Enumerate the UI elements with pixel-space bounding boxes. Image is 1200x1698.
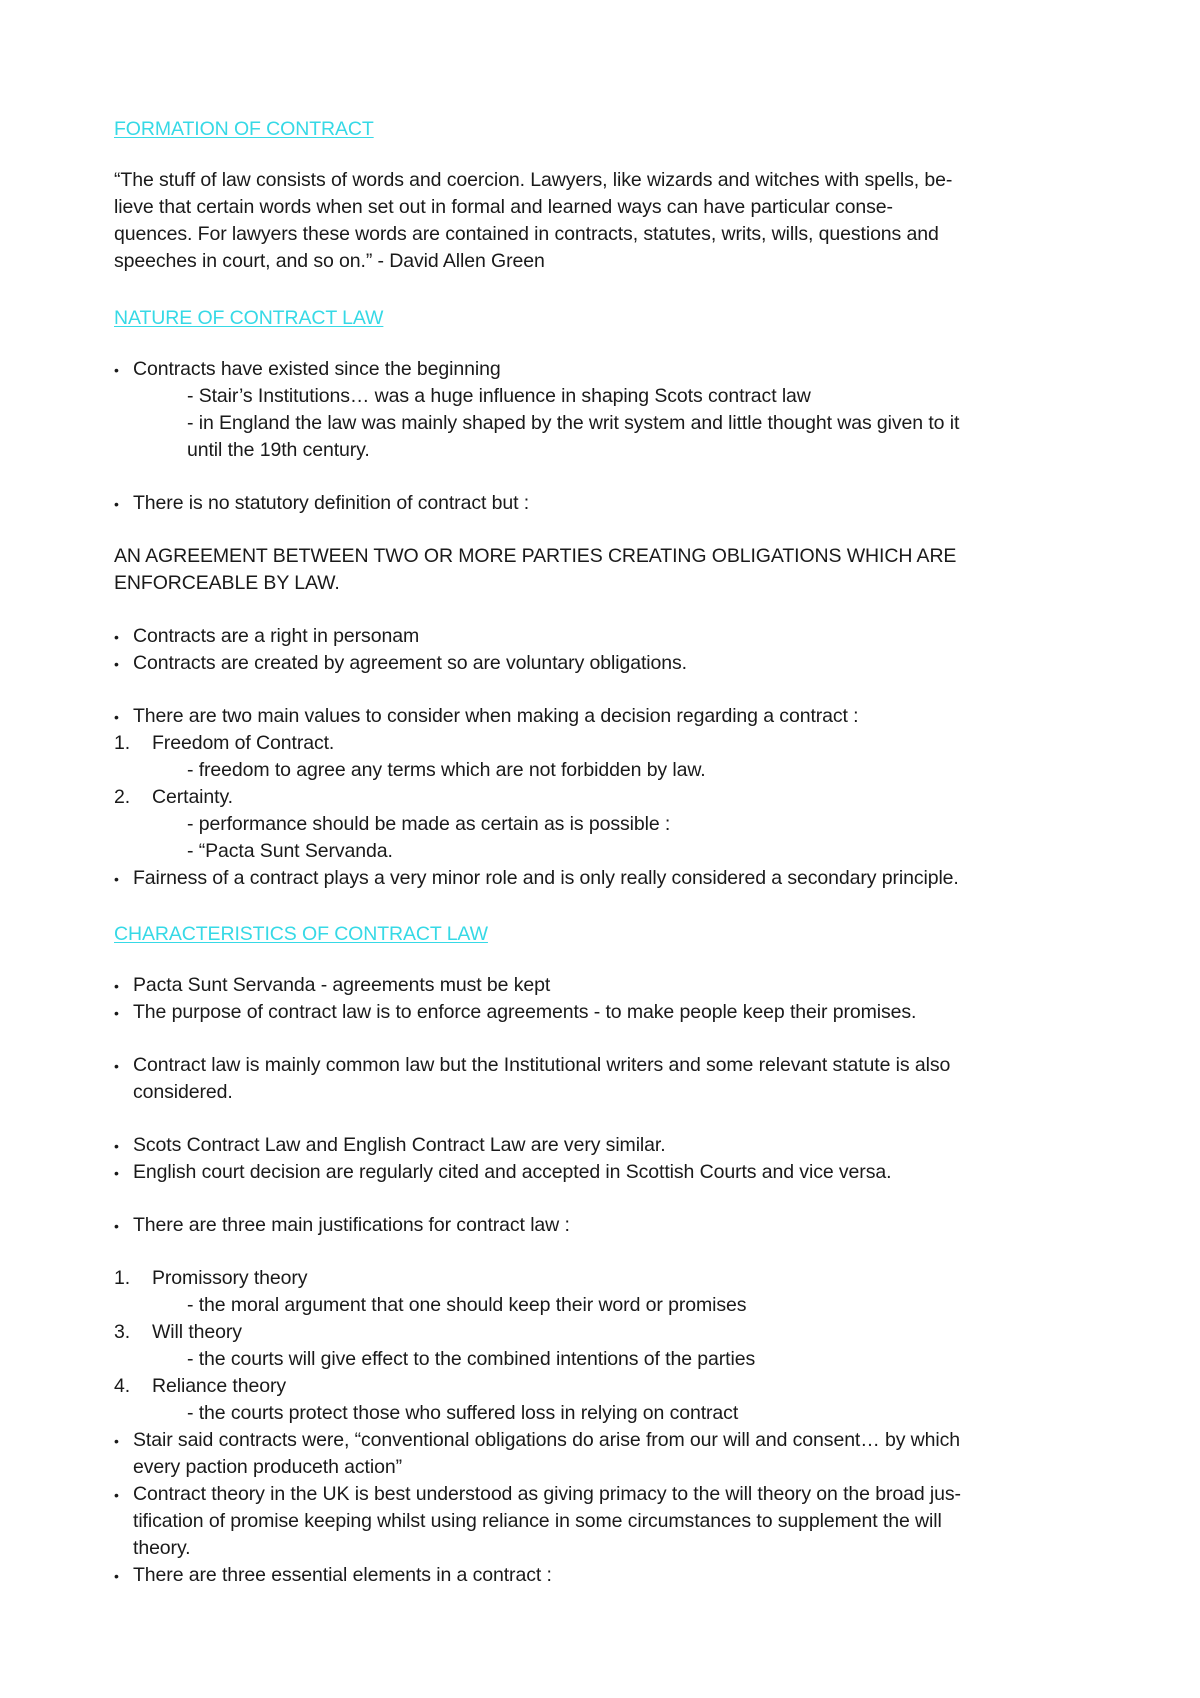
definition-line: AN AGREEMENT BETWEEN TWO OR MORE PARTIES CREATING OBLIGATIONS WHICH ARE (114, 545, 957, 567)
bullet-item (114, 1132, 666, 1160)
numbered-item (114, 730, 334, 757)
section-heading-characteristics: CHARACTERISTICS OF CONTRACT LAW (114, 923, 488, 945)
bullet-text: Stair said contracts were, “conventional obligations do arise from our will and consent… by which (133, 1429, 961, 1451)
list-number: 2. (114, 786, 131, 808)
bullet-item (114, 999, 916, 1027)
bullet-item (114, 865, 959, 893)
bullet-text: Contracts have existed since the beginning (133, 358, 501, 380)
bullet-icon: • (114, 1568, 119, 1584)
bullet-icon: • (114, 629, 119, 645)
quote-line: lieve that certain words when set out in formal and learned ways can have particular conse- (114, 196, 893, 218)
sub-item: - the courts will give effect to the combined intentions of the parties (187, 1348, 756, 1370)
sub-item: - in England the law was mainly shaped by the writ system and little thought was given to it (187, 412, 960, 434)
bullet-item (114, 356, 501, 384)
bullet-item (114, 1159, 891, 1187)
bullet-item (114, 490, 529, 518)
bullet-item (114, 1427, 960, 1455)
bullet-icon: • (114, 1005, 119, 1021)
quote-line: “The stuff of law consists of words and coercion. Lawyers, like wizards and witches with spells, be- (114, 169, 953, 191)
section-heading-formation: FORMATION OF CONTRACT (114, 118, 374, 140)
numbered-text: Reliance theory (152, 1375, 286, 1397)
bullet-text: There are three essential elements in a contract : (133, 1564, 552, 1586)
bullet-item (114, 650, 687, 678)
bullet-continuation: considered. (133, 1081, 233, 1103)
bullet-item (114, 623, 419, 651)
numbered-text: Freedom of Contract. (152, 732, 335, 754)
bullet-icon: • (114, 1218, 119, 1234)
numbered-item (114, 1265, 307, 1292)
bullet-icon: • (114, 362, 119, 378)
bullet-item (114, 703, 859, 731)
sub-item: - the moral argument that one should keep their word or promises (187, 1294, 747, 1316)
bullet-text: There are two main values to consider when making a decision regarding a contract : (133, 705, 859, 727)
bullet-icon: • (114, 1165, 119, 1181)
bullet-icon: • (114, 1487, 119, 1503)
bullet-icon: • (114, 496, 119, 512)
quote-line: quences. For lawyers these words are contained in contracts, statutes, writs, wills, questions and (114, 223, 939, 245)
bullet-icon: • (114, 978, 119, 994)
bullet-text: The purpose of contract law is to enforce agreements - to make people keep their promises. (133, 1001, 917, 1023)
bullet-icon: • (114, 1433, 119, 1449)
sub-item: - Stair’s Institutions… was a huge influence in shaping Scots contract law (187, 385, 811, 407)
quote-line: speeches in court, and so on.” - David Allen Green (114, 250, 545, 272)
sub-item: - freedom to agree any terms which are not forbidden by law. (187, 759, 706, 781)
numbered-item (114, 1373, 286, 1400)
definition-line: ENFORCEABLE BY LAW. (114, 572, 340, 594)
bullet-icon: • (114, 709, 119, 725)
bullet-text: Contract law is mainly common law but the Institutional writers and some relevant statute is also (133, 1054, 951, 1076)
bullet-text: There is no statutory definition of contract but : (133, 492, 530, 514)
section-heading-nature: NATURE OF CONTRACT LAW (114, 307, 384, 329)
bullet-text: Contract theory in the UK is best understood as giving primacy to the will theory on the broad jus- (133, 1483, 961, 1505)
bullet-text: Pacta Sunt Servanda - agreements must be kept (133, 974, 551, 996)
bullet-text: There are three main justifications for contract law : (133, 1214, 570, 1236)
bullet-icon: • (114, 656, 119, 672)
list-number: 4. (114, 1375, 131, 1397)
sub-item: - the courts protect those who suffered loss in relying on contract (187, 1402, 739, 1424)
bullet-item (114, 1212, 570, 1240)
numbered-item (114, 784, 233, 811)
sub-item: until the 19th century. (187, 439, 370, 461)
numbered-text: Promissory theory (152, 1267, 308, 1289)
bullet-item (114, 972, 550, 1000)
bullet-continuation: theory. (133, 1537, 191, 1559)
bullet-text: English court decision are regularly cited and accepted in Scottish Courts and vice versa. (133, 1161, 892, 1183)
bullet-icon: • (114, 1058, 119, 1074)
bullet-continuation: every paction produceth action” (133, 1456, 402, 1478)
bullet-icon: • (114, 1138, 119, 1154)
bullet-icon: • (114, 871, 119, 887)
bullet-text: Scots Contract Law and English Contract Law are very similar. (133, 1134, 666, 1156)
list-number: 1. (114, 1267, 131, 1289)
list-number: 3. (114, 1321, 131, 1343)
bullet-text: Contracts are created by agreement so are voluntary obligations. (133, 652, 687, 674)
bullet-item (114, 1052, 950, 1080)
sub-item: - performance should be made as certain as is possible : (187, 813, 671, 835)
bullet-item (114, 1562, 552, 1590)
numbered-text: Will theory (152, 1321, 242, 1343)
bullet-continuation: tification of promise keeping whilst using reliance in some circumstances to supplement the will (133, 1510, 942, 1532)
bullet-item (114, 1481, 961, 1509)
bullet-text: Fairness of a contract plays a very minor role and is only really considered a secondary principle. (133, 867, 959, 889)
sub-item: - “Pacta Sunt Servanda. (187, 840, 393, 862)
list-number: 1. (114, 732, 131, 754)
numbered-item (114, 1319, 242, 1346)
bullet-text: Contracts are a right in personam (133, 625, 420, 647)
numbered-text: Certainty. (152, 786, 233, 808)
